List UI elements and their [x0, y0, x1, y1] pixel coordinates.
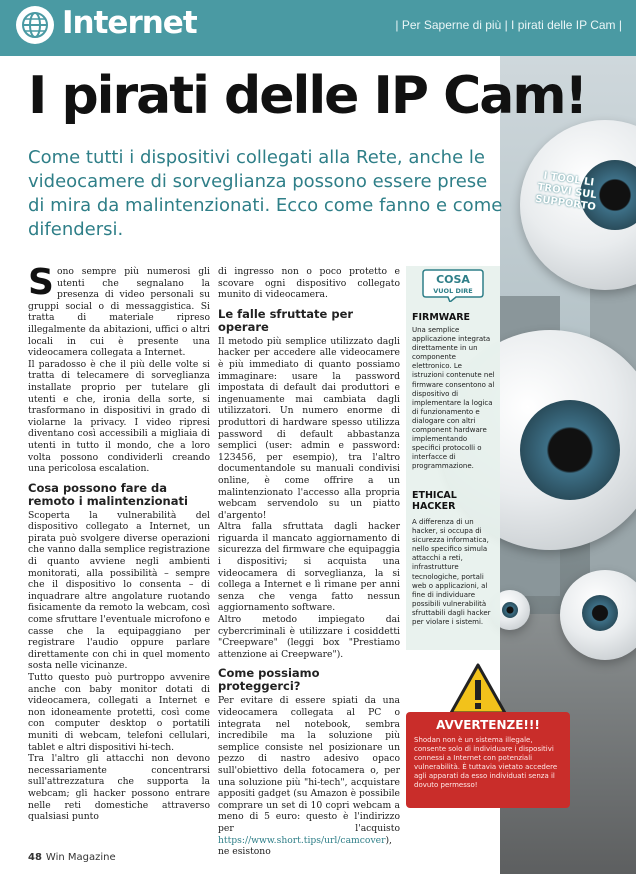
glossary-badge	[422, 268, 482, 302]
paragraph: Altra falla sfruttata dagli hacker riguarda il mancato aggiornamento di sicurezza del firmware che equipaggia i dispositivi; si acquista una videocamera di sorveglianza, la si collega a Internet e lì rimane per anni senza che venga fatto nessun aggiornamento software.	[218, 521, 400, 614]
globe-logo-icon	[16, 6, 54, 44]
warning-triangle-icon	[448, 662, 508, 716]
purchase-link[interactable]: https://www.short.tips/url/camcover	[218, 834, 386, 846]
section-title: Internet	[62, 5, 197, 41]
support-tag: I TOOL LI TROVI SUL SUPPORTO	[534, 170, 598, 214]
paragraph: Il metodo più semplice utilizzato dagli hacker per accedere alle videocamere è più immediato di quanto possiamo immaginare: usare la password impostata di default dai produttori e ingenuamente mai cambiata dagli utilizzatori. Un numero enorme di produttori di hardware spesso utilizza password di default abbastanza semplici (user: admin e password: 123456, per esempio), tra l'altro documentandole su manuali condivisi online, è come offrire a un malintenzionato l'accesso alla propria webcam servendolo su un piatto d'argento!	[218, 335, 400, 521]
subheading: Cosa possono fare da remoto i malintenzionati	[28, 480, 188, 508]
subheading: Le falle sfruttate per operare	[218, 306, 354, 334]
page-title: I pirati delle IP Cam!	[28, 66, 587, 126]
glossary-badge-sub: VUOL DIRE	[433, 287, 473, 295]
paragraph: Il paradosso è che il più delle volte si tratta di telecamere di sorveglianza installate proprio per tutelare gli utenti e che, ironia della sorte, si trasformano in dispositivi in grado di violarne la privacy. I video ripresi diventano così accessibili a migliaia di utenti in tutto il mondo, che a loro volta possono condividerli creando una pericolosa escalation.	[28, 358, 210, 475]
paragraph: Sono sempre più numerosi gli utenti che segnalano la presenza di video personali su gruppi social o di messaggistica. Si tratta di materiale ripreso illegalmente da abitazioni, uffici o altri locali in cui è presente una videocamera collegata a Internet.	[28, 262, 210, 359]
paragraph: Scoperta la vulnerabilità del dispositivo collegato a Internet, un pirata può svolgere diverse operazioni che vanno dalla semplice registrazione di quanto avviene negli ambienti monitorati, alla possibilità – sempre che il dispositivo lo consenta – di inquadrare altre angolature ruotando fisicamente da remoto la webcam, così come sfruttare l'eventuale microfono e casse che la equipaggiano per registrare l'audio oppure parlare direttamente con chi in quel momento sosta nelle vicinanze.	[28, 509, 210, 672]
breadcrumb: | Per Saperne di più | I pirati delle IP Cam |	[395, 18, 622, 32]
paragraph: di ingresso non o poco protetto e scovare ogni dispositivo collegato munito di videocamera.	[218, 266, 400, 301]
paragraph: Tutto questo può purtroppo avvenire anche con baby monitor dotati di videocamera, collegati a Internet e non idoneamente protetti, così come con computer desktop o portatili muniti di webcam, telefoni cellulari, tablet e altri dispositivi hi-tech.	[28, 672, 210, 753]
warning-title: AVVERTENZE!!!	[436, 718, 540, 732]
subheading: Come possiamo proteggerci?	[218, 666, 320, 694]
dropcap: S	[28, 262, 54, 303]
header-band	[0, 0, 636, 56]
lead-paragraph: Come tutti i dispositivi collegati alla Rete, anche le videocamere di sorveglianza possono essere prese di mira da malintenzionati. Ecco come fanno e come difendersi.	[28, 147, 503, 240]
paragraph: Altro metodo impiegato dai cybercriminali è utilizzare i cosiddetti "Creepware" (leggi box "Prestiamo attenzione ai Creepware").	[218, 614, 400, 660]
article-column-1	[28, 262, 210, 823]
paragraph: Per evitare di essere spiati da una videocamera collegata al PC o integrata nel notebook, sembra incredibile ma la soluzione più semplice consiste nel posizionare un pezzo di nastro adesivo opaco sull'obiettivo della fotocamera o, per una soluzione più "hi-tech", acquistare appositi gadget (su Amazon è possibile comprare un set di 10 copri webcam a meno di 5 euro: questo è l'indirizzo per l'acquisto https://www.short.tips/url/camcover), ne esistono	[218, 695, 400, 858]
glossary-term: FIRMWARE	[412, 312, 471, 323]
page-footer	[28, 852, 116, 863]
eyeball-iris	[582, 595, 618, 631]
paragraph: Tra l'altro gli attacchi non devono necessariamente concentrarsi sull'attrezzatura che supporta la webcam; gli hacker possono entrare nelle reti domestiche attraverso qualsiasi punto	[28, 753, 210, 823]
glossary-box	[406, 266, 500, 650]
glossary-term: ETHICAL HACKER	[412, 490, 457, 512]
glossary-definition: A differenza di un hacker, si occupa di sicurezza informatica, nello specifico simula attacchi a reti, infrastrutture tecnologiche, portali web o applicazioni, al fine di individuare possibili vulnerabilità sfruttabili dagli hacker per violare i sistemi.	[412, 518, 491, 627]
warning-body: Shodan non è un sistema illegale, consente solo di individuare i dispositivi connessi a Internet con potenziali vulnerabilità. È tuttavia vietato accedere agli apparati da esso individuati senza il dovuto permesso!	[414, 736, 558, 789]
eyeball-iris	[502, 602, 518, 618]
glossary-badge-title: COSA	[436, 273, 470, 286]
eyeball-iris	[520, 400, 620, 500]
glossary-definition: Una semplice applicazione integrata direttamente in un componente elettronico. Le istruzioni contenute nel firmware consentono al dispositivo di implementare la logica di funzionamento e dialogare con altri component hardware implementando specifici protocolli o interfacce di programmazione.	[412, 326, 495, 471]
warning-box	[406, 712, 570, 808]
page-number: 48	[28, 852, 42, 863]
article-column-2	[218, 266, 400, 858]
magazine-name: Win Magazine	[45, 852, 116, 863]
